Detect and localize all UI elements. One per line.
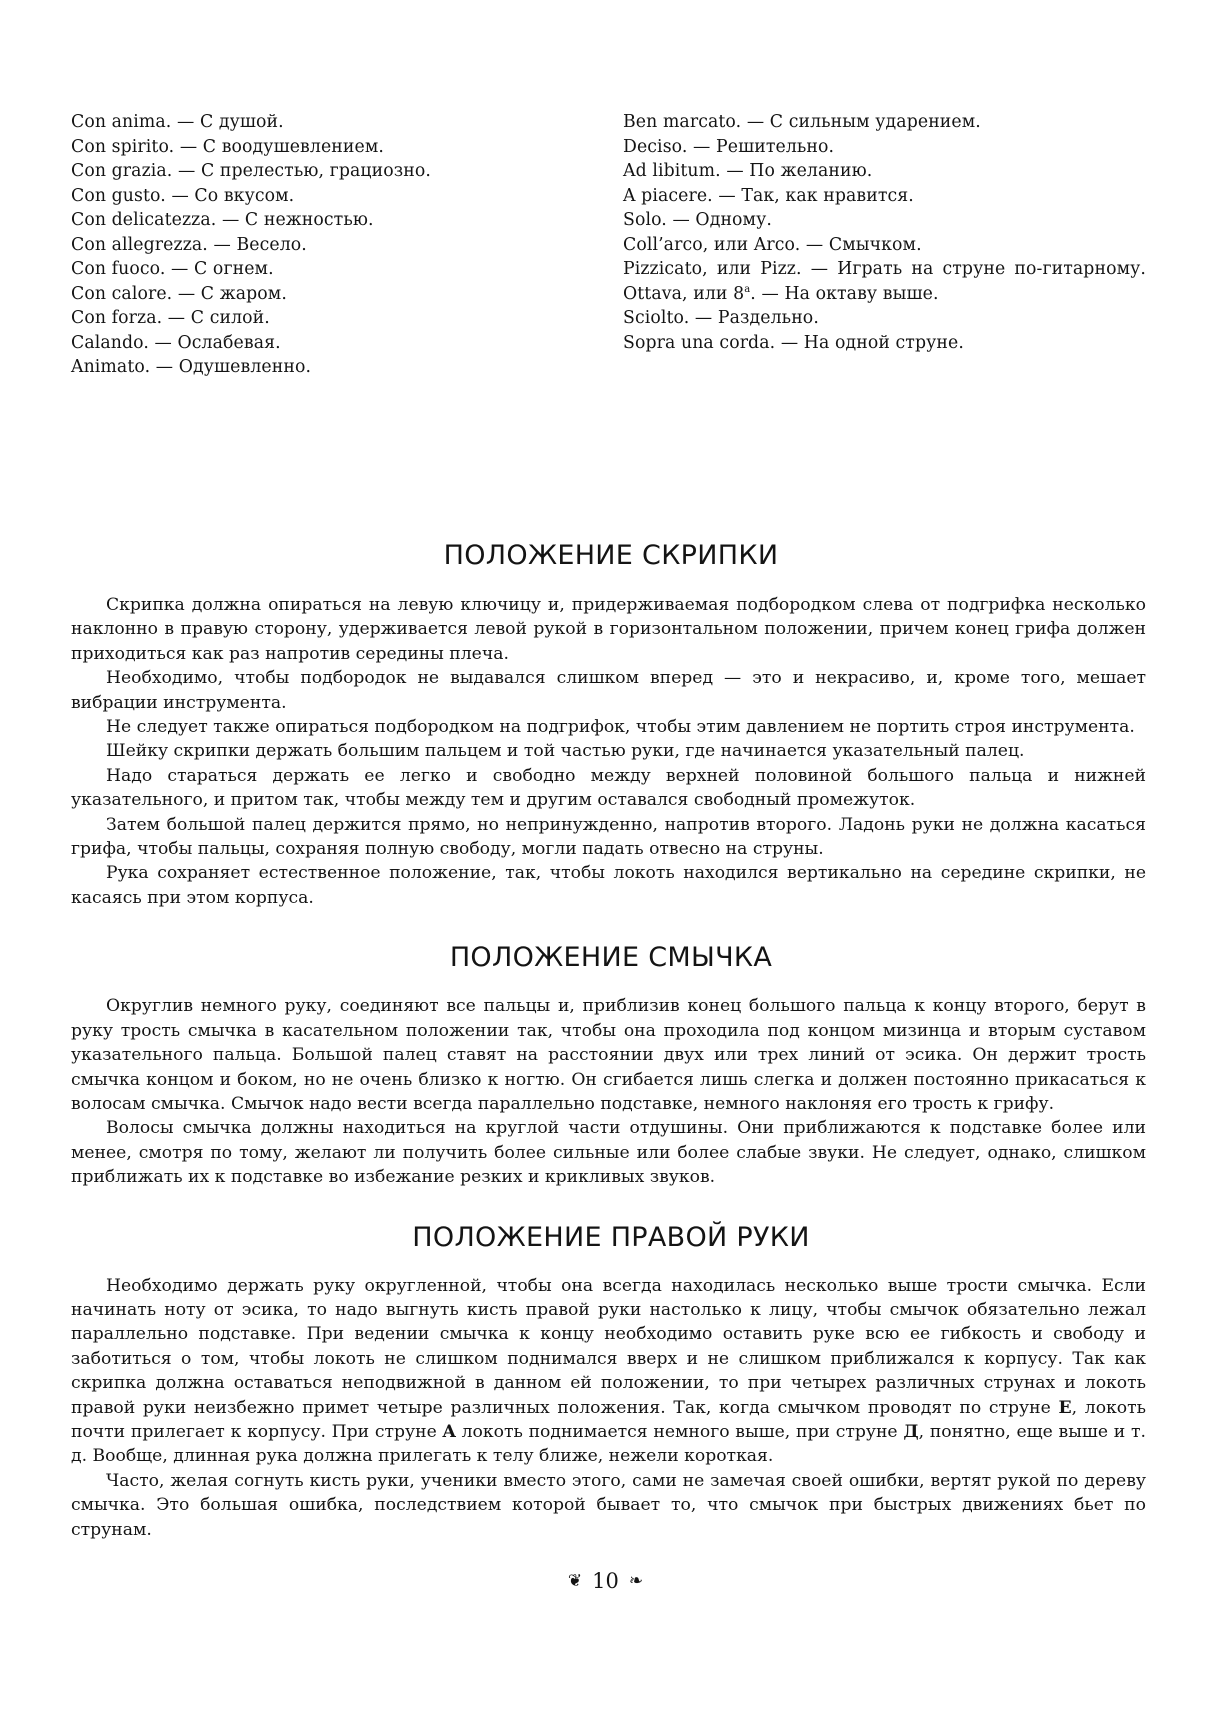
page-number: 10 [592,1569,619,1593]
string-name-a: A [442,1421,456,1442]
glossary-term: Con calore. — С жаром. [71,283,287,304]
glossary-right-column [623,110,1146,355]
glossary-left-column [71,110,551,380]
glossary-term: Calando. — Ослабевая. [71,332,281,353]
paragraph-text: , понятно, еще выше и т. д. Вообще, длинная рука должна прилегать к телу ближе, нежели короткая. [71,1421,1146,1467]
glossary-term: Con anima. — С душой. [71,112,284,132]
page-content [71,110,1146,1542]
ottava-superscript: а [744,283,751,295]
paragraph-text: Необходимо держать руку округленной, чтобы она всегда находилась несколько выше трости смычка. Если начинать ноту от эсика, то надо выгнуть кисть правой руки настолько к лицу, чтобы смычок обязательно лежал параллельно подставке. При ведении смычка к концу необходимо оставить руке всю ее гибкость и свободу и заботиться о том, чтобы локоть не слишком поднимался вверх и не слишком приближался к корпусу. Так как скрипка должна оставаться неподвижной в данном ей положении, то при четырех различных струнах и локоть правой руки неизбежно примет четыре различных положения. Так, когда смычком проводят по струне [71,1275,1146,1418]
paragraph: Необходимо, чтобы подбородок не выдавался слишком вперед — это и некрасиво, и, кроме того, мешает вибрации инструмента. [71,668,1146,713]
glossary-term: Con gusto. — Со вкусом. [71,185,295,206]
string-name-e: E [1058,1397,1072,1418]
paragraph: Скрипка должна опираться на левую ключицу и, придерживаемая подбородком слева от подгрифка несколько наклонно в правую сторону, удерживается левой рукой в горизонтальном положении, причем конец грифа должен приходиться как раз напротив середины плеча. [71,595,1146,664]
glossary [71,110,1146,390]
page-footer [0,1569,1211,1593]
ottava-translation: . — На октаву выше. [750,283,939,304]
glossary-term: Ben marcato. — С сильным ударением. [623,112,981,132]
paragraph: Рука сохраняет естественное положение, так, чтобы локоть находился вертикально на середине скрипки, не касаясь при этом корпуса. [71,863,1146,908]
glossary-term: Deciso. — Решительно. [623,136,835,157]
section-title-right-hand-position: ПОЛОЖЕНИЕ ПРАВОЙ РУКИ [412,1221,810,1253]
glossary-term: Sciolto. — Раздельно. [623,308,819,328]
glossary-term: Con fuoco. — С огнем. [71,259,274,279]
section-title-bow-position: ПОЛОЖЕНИЕ СМЫЧКА [449,942,773,974]
ornament-right-icon: ❧ [628,1571,644,1591]
glossary-term: Con delicatezza. — С нежностью. [71,210,374,230]
glossary-term: Pizzicato, или Pizz. — Играть на струне по-гитарному. [623,259,1146,279]
paragraph-text: , локоть почти прилегает к корпусу. При струне [71,1397,1146,1442]
paragraph: Не следует также опираться подбородком на подгрифок, чтобы этим давлением не портить строя инструмента. [106,717,1135,738]
section-bow-position [71,994,1146,1189]
paragraph: Надо стараться держать ее легко и свободно между верхней половиной большого пальца и нижней указательного, и притом так, чтобы между тем и другим оставался свободный промежуток. [71,765,1146,811]
paragraph: Округлив немного руку, соединяют все пальцы и, приблизив конец большого пальца к концу второго, берут в руку трость смычка в касательном положении так, чтобы она проходила под концом мизинца и вторым суставом указательного пальца. Большой палец ставят на расстоянии двух или трех линий от эсика. Он держит трость смычка концом и боком, но не очень близко к ногтю. Он сгибается лишь слегка и должен постоянно прикасаться к волосам смычка. Смычок надо вести всегда параллельно подставке, немного наклоняя его трость к грифу. [71,996,1146,1114]
glossary-term: Con grazia. — С прелестью, грациозно. [71,161,431,181]
string-name-d: Д [903,1421,919,1442]
paragraph: Затем большой палец держится прямо, но непринужденно, напротив второго. Ладонь руки не должна касаться грифа, чтобы пальцы, сохраняя полную свободу, могли падать отвесно на струны. [71,814,1146,860]
section-title-violin-position: ПОЛОЖЕНИЕ СКРИПКИ [443,540,779,571]
paragraph [71,1274,1146,1469]
glossary-term: Animato. — Одушевленно. [71,357,312,377]
ornament-left-icon: ❦ [567,1571,583,1591]
paragraph: Часто, желая согнуть кисть руки, ученики вместо этого, сами не замечая своей ошибки, вертят рукой по дереву смычка. Это большая ошибка, последствием которой бывает то, что смычок при быстрых движениях бьет по струнам. [71,1470,1146,1540]
glossary-term-ottava [623,282,1146,307]
section-right-hand-position [71,1274,1146,1542]
glossary-term: Sopra una corda. — На одной струне. [623,332,964,353]
glossary-term: A piacere. — Так, как нравится. [623,185,914,206]
paragraph-text: локоть поднимается немного выше, при струне [455,1421,904,1442]
ottava-text: Ottava, или 8 [623,283,745,304]
paragraph: Волосы смычка должны находиться на круглой части отдушины. Они приближаются к подставке более или менее, смотря по тому, желают ли получить более сильные или более слабые звуки. Не следует, однако, слишком приближать их к подставке во избежание резких и крикливых звуков. [71,1118,1146,1188]
glossary-term: Con forza. — С силой. [71,308,270,328]
glossary-term: Con allegrezza. — Весело. [71,234,307,255]
glossary-term: Ad libitum. — По желанию. [623,161,873,181]
section-violin-position [71,593,1146,910]
glossary-term: Coll’arco, или Arco. — Смычком. [623,234,922,255]
glossary-term: Solo. — Одному. [623,210,772,230]
paragraph: Шейку скрипки держать большим пальцем и той частью руки, где начинается указательный палец. [106,741,1025,762]
glossary-term: Con spirito. — С воодушевлением. [71,136,384,157]
